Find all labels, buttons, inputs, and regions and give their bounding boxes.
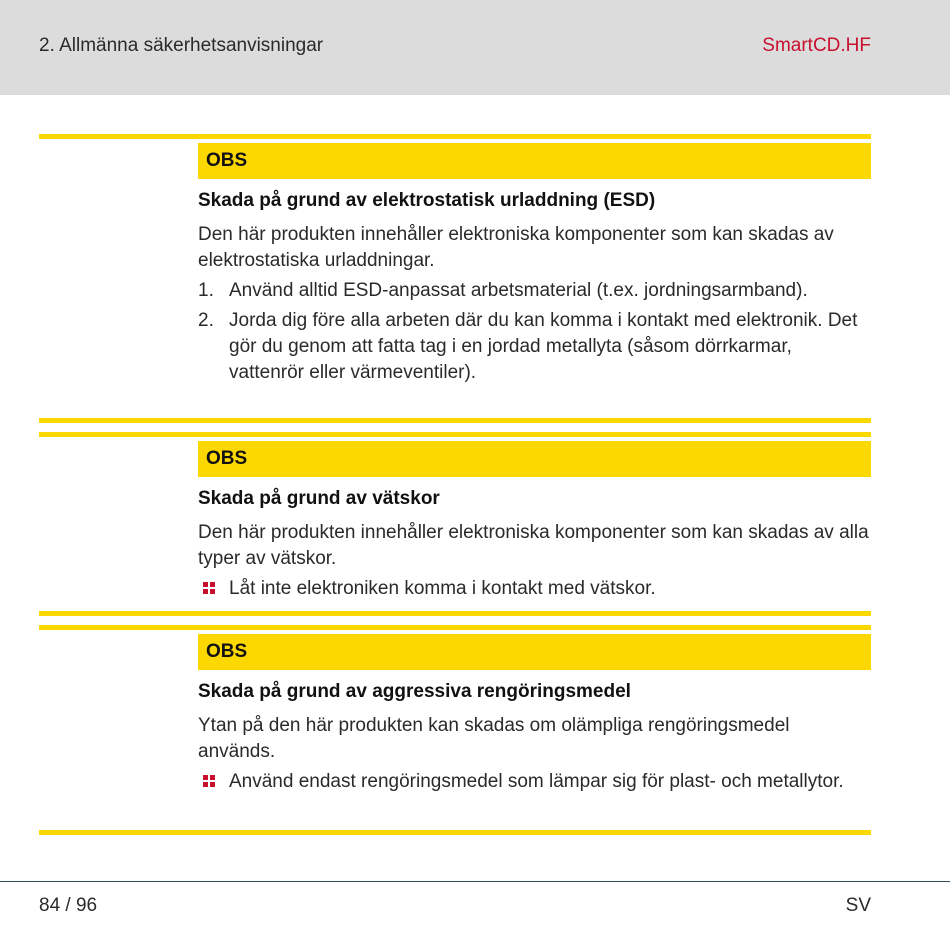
notice-top-rule <box>39 625 871 630</box>
page-header <box>0 0 950 95</box>
step-text: Använd alltid ESD-anpassat arbetsmaterial (t.ex. jordningsarmband). <box>229 280 808 301</box>
bullet-squares-icon <box>203 775 216 788</box>
notice-liquids <box>39 432 871 602</box>
obs-label: OBS <box>198 441 871 477</box>
notice-bottom-rule <box>39 611 871 616</box>
notice-cleaning <box>39 625 871 795</box>
obs-label: OBS <box>198 143 871 179</box>
notice-top-rule <box>39 134 871 139</box>
notice-bottom-rule <box>39 418 871 423</box>
list-item <box>198 769 871 795</box>
notice-text: Den här produkten innehåller elektroniska komponenter som kan skadas av elektrostatiska urladdningar. <box>198 224 834 271</box>
step-number: 1. <box>198 280 214 301</box>
rule <box>39 830 871 835</box>
language-code: SV <box>845 895 871 916</box>
obs-label: OBS <box>198 634 871 670</box>
list-item <box>198 278 871 304</box>
list-item <box>198 576 871 602</box>
notice-text: Den här produkten innehåller elektroniska komponenter som kan skadas av alla typer av vätskor. <box>198 522 869 569</box>
bullet-text: Låt inte elektroniken komma i kontakt med vätskor. <box>229 578 656 599</box>
page-number: 84 / 96 <box>39 895 98 916</box>
bullet-list <box>198 769 871 795</box>
step-text: Jorda dig före alla arbeten där du kan komma i kontakt med elektronik. Det gör du genom att fatta tag i en jordad metallyta (såsom dörrkarmar, vattenrör eller värmeventiler). <box>229 310 858 383</box>
notice-title: Skada på grund av elektrostatisk urladdning (ESD) <box>198 190 656 211</box>
product-name: SmartCD.HF <box>762 35 871 56</box>
rule <box>39 611 871 616</box>
bullet-text: Använd endast rengöringsmedel som lämpar sig för plast- och metallytor. <box>229 771 844 792</box>
rule <box>39 418 871 423</box>
section-title: 2. Allmänna säkerhetsanvisningar <box>39 35 324 56</box>
bullet-squares-icon <box>203 582 216 595</box>
step-list <box>198 278 871 386</box>
bullet-list <box>198 576 871 602</box>
notice-title: Skada på grund av aggressiva rengöringsmedel <box>198 681 631 702</box>
step-number: 2. <box>198 310 214 331</box>
footer-divider <box>0 881 950 882</box>
list-item <box>198 308 871 386</box>
notice-text: Ytan på den här produkten kan skadas om olämpliga rengöringsmedel används. <box>198 715 790 762</box>
notice-bottom-rule <box>39 830 871 835</box>
notice-esd <box>39 134 871 386</box>
notice-title: Skada på grund av vätskor <box>198 488 440 509</box>
notice-top-rule <box>39 432 871 437</box>
